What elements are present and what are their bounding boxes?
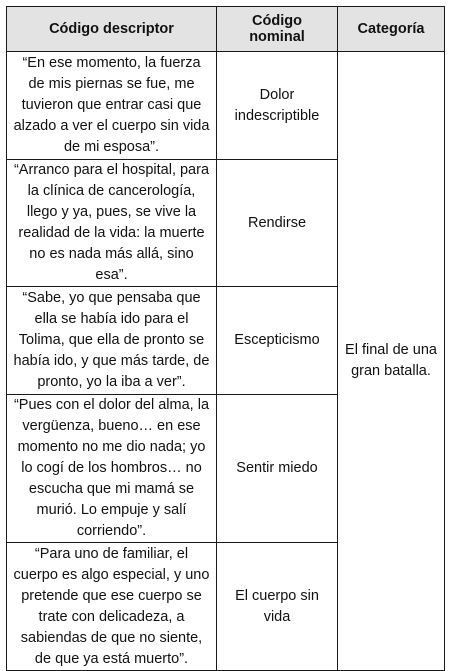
header-codigo-descriptor: Código descriptor [7,7,217,52]
category-cell [338,52,445,671]
descriptor-cell: “Para uno de familiar, el cuerpo es algo especial, y uno pretende que ese cuerpo se trate con delicadeza, a sabiendas de que no siente, de que ya está muerto”. [7,543,217,671]
header-codigo-nominal [217,7,338,52]
category-label: El final de una gran batalla. [345,342,437,379]
descriptor-cell: “Sabe, yo que pensaba que ella se había ido para el Tolima, que ella de pronto se había ido, y que más tarde, de pronto, yo la iba a ver”. [7,287,217,395]
header-categoria: Categoría [338,7,445,52]
nominal-cell: Escepticismo [217,287,338,395]
header-row [7,7,445,52]
descriptor-cell: “En ese momento, la fuerza de mis piernas se fue, me tuvieron que entrar casi que alzado a ver el cuerpo sin vida de mi esposa”. [7,52,217,160]
coding-table [6,6,445,671]
table-header [7,7,445,52]
nominal-cell: Rendirse [217,160,338,287]
nominal-cell [217,52,338,160]
nominal-label: El cuerpo sin vida [235,587,319,625]
descriptor-cell: “Arranco para el hospital, para la clínica de cancerología, llego y ya, pues, se vive la realidad de la vida: la muerte no es nada más allá, sino esa”. [7,160,217,287]
nominal-cell: Sentir miedo [217,395,338,543]
nominal-label: Dolor indescriptible [234,86,320,124]
header-codigo-nominal-label: Código nominal [249,13,305,45]
table-body [7,52,445,671]
table-row [7,52,445,160]
nominal-cell [217,543,338,671]
descriptor-cell: “Pues con el dolor del alma, la vergüenza, bueno… en ese momento no me dio nada; yo lo cogí de los hombros… no escucha que mi mamá se murió. Lo empuje y salí corriendo”. [7,395,217,543]
